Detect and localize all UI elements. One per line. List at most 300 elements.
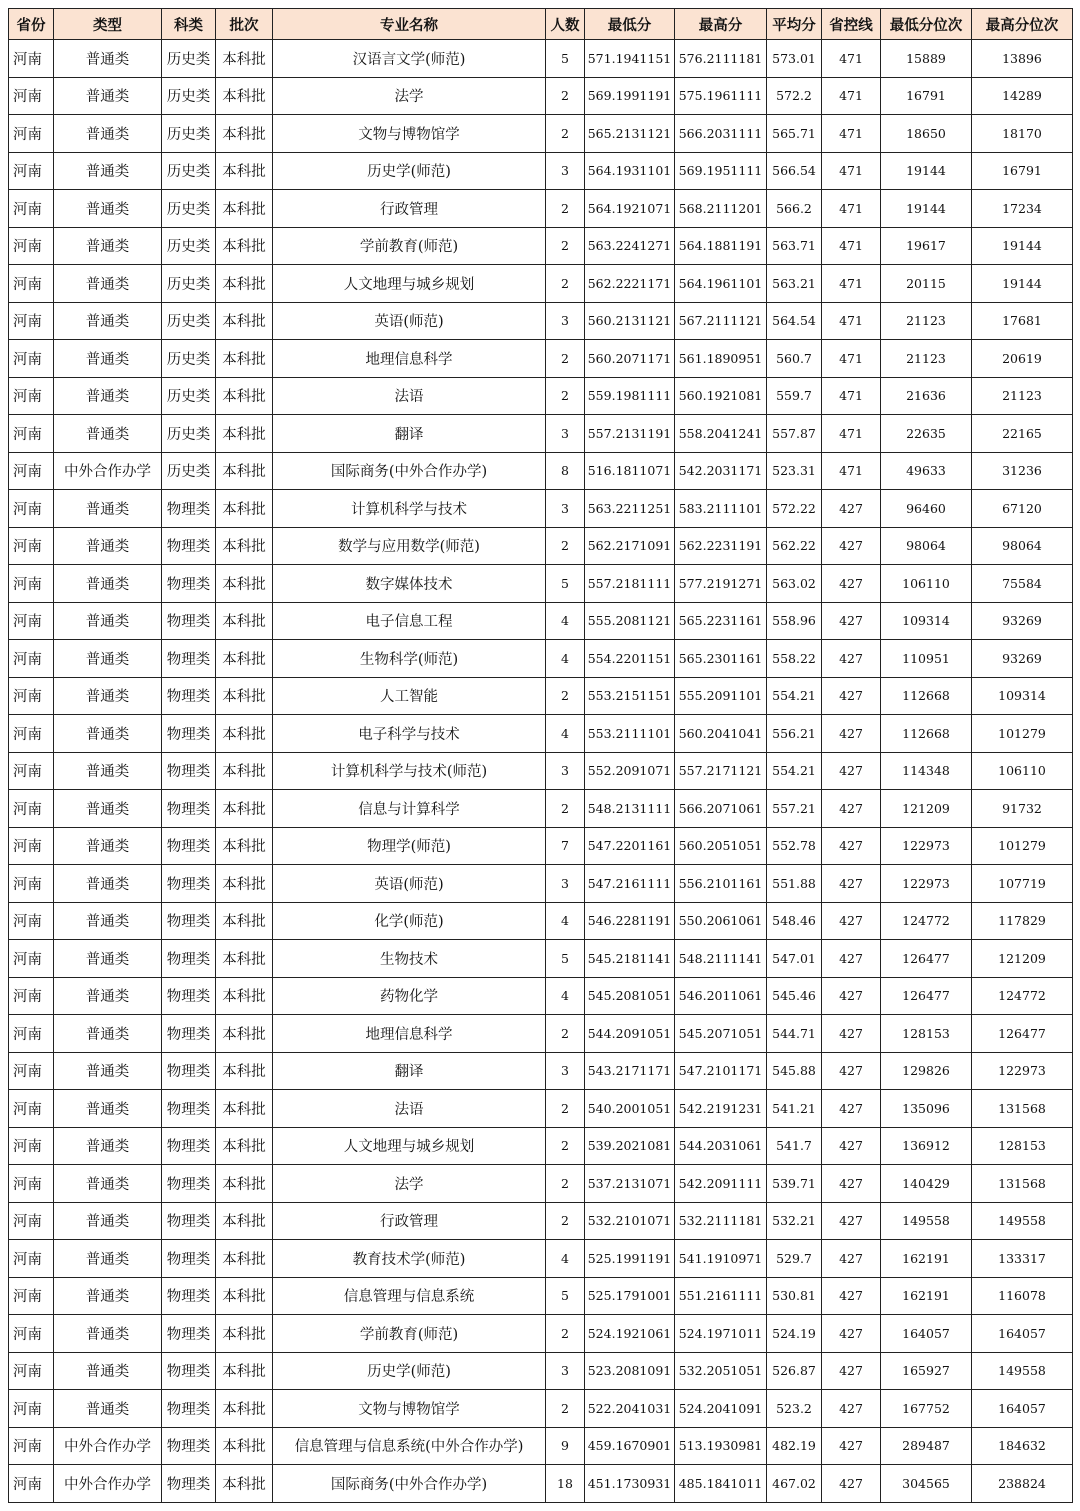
cell-batch: 本科批 bbox=[216, 1277, 273, 1315]
cell-avg-score: 532.21 bbox=[767, 1202, 822, 1240]
cell-max-score: 532.2051051 bbox=[675, 1352, 767, 1390]
cell-avg-score: 545.46 bbox=[767, 977, 822, 1015]
cell-batch: 本科批 bbox=[216, 827, 273, 865]
cell-province: 河南 bbox=[9, 940, 54, 978]
cell-max-score: 485.1841011 bbox=[675, 1465, 767, 1503]
cell-type: 普通类 bbox=[54, 302, 162, 340]
cell-min-rank: 19144 bbox=[881, 190, 972, 228]
cell-enrollment-count: 2 bbox=[546, 265, 585, 303]
cell-enrollment-count: 3 bbox=[546, 1052, 585, 1090]
table-row bbox=[9, 865, 1073, 903]
cell-max-rank: 117829 bbox=[972, 902, 1073, 940]
cell-subject-category: 历史类 bbox=[162, 265, 216, 303]
cell-major-name: 地理信息科学 bbox=[273, 340, 546, 378]
cell-max-rank: 91732 bbox=[972, 790, 1073, 828]
cell-type: 普通类 bbox=[54, 265, 162, 303]
cell-max-score: 564.1881191 bbox=[675, 227, 767, 265]
cell-province: 河南 bbox=[9, 1427, 54, 1465]
cell-max-rank: 93269 bbox=[972, 640, 1073, 678]
cell-max-rank: 149558 bbox=[972, 1202, 1073, 1240]
cell-major-name: 教育技术学(师范) bbox=[273, 1240, 546, 1278]
cell-major-name: 电子科学与技术 bbox=[273, 715, 546, 753]
cell-batch: 本科批 bbox=[216, 977, 273, 1015]
cell-min-score: 523.2081091 bbox=[585, 1352, 675, 1390]
cell-type: 普通类 bbox=[54, 1315, 162, 1353]
cell-province: 河南 bbox=[9, 1202, 54, 1240]
cell-avg-score: 554.21 bbox=[767, 677, 822, 715]
cell-subject-category: 物理类 bbox=[162, 677, 216, 715]
cell-type: 普通类 bbox=[54, 1165, 162, 1203]
cell-type: 普通类 bbox=[54, 752, 162, 790]
cell-max-score: 556.2101161 bbox=[675, 865, 767, 903]
cell-min-score: 540.2001051 bbox=[585, 1090, 675, 1128]
cell-batch: 本科批 bbox=[216, 1427, 273, 1465]
cell-major-name: 信息管理与信息系统(中外合作办学) bbox=[273, 1427, 546, 1465]
cell-control-line: 427 bbox=[822, 865, 881, 903]
table-row bbox=[9, 715, 1073, 753]
cell-enrollment-count: 5 bbox=[546, 1277, 585, 1315]
cell-province: 河南 bbox=[9, 190, 54, 228]
cell-enrollment-count: 2 bbox=[546, 1127, 585, 1165]
table-row bbox=[9, 1427, 1073, 1465]
cell-type: 普通类 bbox=[54, 1202, 162, 1240]
cell-batch: 本科批 bbox=[216, 1390, 273, 1428]
cell-control-line: 427 bbox=[822, 977, 881, 1015]
cell-min-score: 524.1921061 bbox=[585, 1315, 675, 1353]
cell-max-score: 532.2111181 bbox=[675, 1202, 767, 1240]
cell-control-line: 471 bbox=[822, 415, 881, 453]
cell-enrollment-count: 2 bbox=[546, 377, 585, 415]
cell-max-rank: 126477 bbox=[972, 1015, 1073, 1053]
cell-major-name: 行政管理 bbox=[273, 1202, 546, 1240]
cell-max-rank: 75584 bbox=[972, 565, 1073, 603]
cell-province: 河南 bbox=[9, 827, 54, 865]
cell-province: 河南 bbox=[9, 565, 54, 603]
header-avg-score: 平均分 bbox=[767, 9, 822, 40]
cell-batch: 本科批 bbox=[216, 902, 273, 940]
cell-type: 普通类 bbox=[54, 1090, 162, 1128]
cell-control-line: 471 bbox=[822, 265, 881, 303]
cell-min-score: 564.1921071 bbox=[585, 190, 675, 228]
cell-type: 普通类 bbox=[54, 1015, 162, 1053]
cell-min-score: 560.2071171 bbox=[585, 340, 675, 378]
cell-type: 普通类 bbox=[54, 1127, 162, 1165]
cell-control-line: 427 bbox=[822, 1202, 881, 1240]
cell-min-rank: 20115 bbox=[881, 265, 972, 303]
cell-province: 河南 bbox=[9, 265, 54, 303]
cell-type: 普通类 bbox=[54, 640, 162, 678]
table-row bbox=[9, 265, 1073, 303]
cell-max-score: 560.1921081 bbox=[675, 377, 767, 415]
cell-control-line: 427 bbox=[822, 1352, 881, 1390]
cell-subject-category: 物理类 bbox=[162, 490, 216, 528]
cell-min-score: 546.2281191 bbox=[585, 902, 675, 940]
table-row bbox=[9, 377, 1073, 415]
cell-type: 中外合作办学 bbox=[54, 452, 162, 490]
cell-min-rank: 16791 bbox=[881, 77, 972, 115]
cell-min-rank: 112668 bbox=[881, 715, 972, 753]
cell-min-score: 571.1941151 bbox=[585, 40, 675, 78]
cell-province: 河南 bbox=[9, 415, 54, 453]
cell-avg-score: 563.71 bbox=[767, 227, 822, 265]
cell-province: 河南 bbox=[9, 40, 54, 78]
cell-subject-category: 历史类 bbox=[162, 152, 216, 190]
cell-enrollment-count: 2 bbox=[546, 527, 585, 565]
cell-max-score: 547.2101171 bbox=[675, 1052, 767, 1090]
cell-control-line: 427 bbox=[822, 490, 881, 528]
cell-major-name: 数字媒体技术 bbox=[273, 565, 546, 603]
header-max-rank: 最高分位次 bbox=[972, 9, 1073, 40]
table-row bbox=[9, 452, 1073, 490]
cell-province: 河南 bbox=[9, 752, 54, 790]
cell-min-rank: 164057 bbox=[881, 1315, 972, 1353]
cell-batch: 本科批 bbox=[216, 1352, 273, 1390]
cell-min-rank: 109314 bbox=[881, 602, 972, 640]
cell-max-rank: 98064 bbox=[972, 527, 1073, 565]
cell-max-rank: 67120 bbox=[972, 490, 1073, 528]
cell-min-score: 557.2131191 bbox=[585, 415, 675, 453]
cell-batch: 本科批 bbox=[216, 527, 273, 565]
header-min-rank: 最低分位次 bbox=[881, 9, 972, 40]
cell-min-score: 547.2201161 bbox=[585, 827, 675, 865]
cell-enrollment-count: 4 bbox=[546, 640, 585, 678]
cell-batch: 本科批 bbox=[216, 715, 273, 753]
cell-avg-score: 563.02 bbox=[767, 565, 822, 603]
cell-max-rank: 149558 bbox=[972, 1352, 1073, 1390]
cell-subject-category: 物理类 bbox=[162, 827, 216, 865]
cell-control-line: 427 bbox=[822, 715, 881, 753]
cell-type: 普通类 bbox=[54, 1052, 162, 1090]
cell-control-line: 427 bbox=[822, 1127, 881, 1165]
table-row bbox=[9, 790, 1073, 828]
cell-enrollment-count: 2 bbox=[546, 1015, 585, 1053]
cell-max-score: 513.1930981 bbox=[675, 1427, 767, 1465]
table-row bbox=[9, 902, 1073, 940]
cell-type: 普通类 bbox=[54, 565, 162, 603]
cell-max-rank: 122973 bbox=[972, 1052, 1073, 1090]
cell-batch: 本科批 bbox=[216, 452, 273, 490]
cell-enrollment-count: 3 bbox=[546, 865, 585, 903]
cell-enrollment-count: 5 bbox=[546, 565, 585, 603]
cell-min-rank: 114348 bbox=[881, 752, 972, 790]
cell-control-line: 427 bbox=[822, 1165, 881, 1203]
cell-min-rank: 112668 bbox=[881, 677, 972, 715]
cell-max-score: 566.2031111 bbox=[675, 115, 767, 153]
header-major-name: 专业名称 bbox=[273, 9, 546, 40]
cell-type: 普通类 bbox=[54, 1240, 162, 1278]
cell-subject-category: 历史类 bbox=[162, 190, 216, 228]
cell-max-score: 541.1910971 bbox=[675, 1240, 767, 1278]
cell-min-rank: 136912 bbox=[881, 1127, 972, 1165]
cell-subject-category: 物理类 bbox=[162, 602, 216, 640]
cell-min-score: 522.2041031 bbox=[585, 1390, 675, 1428]
header-row bbox=[9, 9, 1073, 40]
header-province: 省份 bbox=[9, 9, 54, 40]
cell-subject-category: 物理类 bbox=[162, 902, 216, 940]
cell-avg-score: 541.7 bbox=[767, 1127, 822, 1165]
cell-subject-category: 物理类 bbox=[162, 1352, 216, 1390]
cell-province: 河南 bbox=[9, 1390, 54, 1428]
cell-avg-score: 564.54 bbox=[767, 302, 822, 340]
cell-avg-score: 482.19 bbox=[767, 1427, 822, 1465]
cell-batch: 本科批 bbox=[216, 190, 273, 228]
cell-min-score: 539.2021081 bbox=[585, 1127, 675, 1165]
table-row bbox=[9, 940, 1073, 978]
header-type: 类型 bbox=[54, 9, 162, 40]
cell-type: 普通类 bbox=[54, 940, 162, 978]
cell-max-score: 551.2161111 bbox=[675, 1277, 767, 1315]
table-row bbox=[9, 677, 1073, 715]
cell-max-score: 564.1961101 bbox=[675, 265, 767, 303]
table-row bbox=[9, 1315, 1073, 1353]
cell-batch: 本科批 bbox=[216, 77, 273, 115]
cell-control-line: 427 bbox=[822, 902, 881, 940]
table-row bbox=[9, 190, 1073, 228]
cell-province: 河南 bbox=[9, 77, 54, 115]
cell-province: 河南 bbox=[9, 677, 54, 715]
cell-max-score: 569.1951111 bbox=[675, 152, 767, 190]
cell-min-rank: 121209 bbox=[881, 790, 972, 828]
cell-control-line: 471 bbox=[822, 115, 881, 153]
cell-major-name: 计算机科学与技术 bbox=[273, 490, 546, 528]
cell-enrollment-count: 18 bbox=[546, 1465, 585, 1503]
cell-enrollment-count: 5 bbox=[546, 940, 585, 978]
cell-major-name: 翻译 bbox=[273, 415, 546, 453]
cell-max-score: 544.2031061 bbox=[675, 1127, 767, 1165]
cell-min-rank: 19617 bbox=[881, 227, 972, 265]
cell-subject-category: 历史类 bbox=[162, 340, 216, 378]
cell-enrollment-count: 2 bbox=[546, 790, 585, 828]
cell-province: 河南 bbox=[9, 227, 54, 265]
header-enrollment-count: 人数 bbox=[546, 9, 585, 40]
cell-max-rank: 19144 bbox=[972, 265, 1073, 303]
cell-major-name: 信息管理与信息系统 bbox=[273, 1277, 546, 1315]
cell-enrollment-count: 3 bbox=[546, 415, 585, 453]
cell-province: 河南 bbox=[9, 1315, 54, 1353]
cell-major-name: 历史学(师范) bbox=[273, 1352, 546, 1390]
cell-batch: 本科批 bbox=[216, 152, 273, 190]
cell-type: 中外合作办学 bbox=[54, 1427, 162, 1465]
cell-type: 普通类 bbox=[54, 377, 162, 415]
cell-max-score: 575.1961111 bbox=[675, 77, 767, 115]
table-row bbox=[9, 1015, 1073, 1053]
cell-enrollment-count: 2 bbox=[546, 1390, 585, 1428]
cell-min-rank: 289487 bbox=[881, 1427, 972, 1465]
cell-min-score: 532.2101071 bbox=[585, 1202, 675, 1240]
cell-batch: 本科批 bbox=[216, 40, 273, 78]
cell-max-rank: 31236 bbox=[972, 452, 1073, 490]
cell-avg-score: 539.71 bbox=[767, 1165, 822, 1203]
cell-avg-score: 557.87 bbox=[767, 415, 822, 453]
cell-province: 河南 bbox=[9, 152, 54, 190]
table-row bbox=[9, 752, 1073, 790]
cell-province: 河南 bbox=[9, 715, 54, 753]
cell-batch: 本科批 bbox=[216, 340, 273, 378]
cell-subject-category: 物理类 bbox=[162, 640, 216, 678]
table-row bbox=[9, 827, 1073, 865]
cell-control-line: 427 bbox=[822, 565, 881, 603]
cell-min-score: 547.2161111 bbox=[585, 865, 675, 903]
cell-batch: 本科批 bbox=[216, 940, 273, 978]
cell-control-line: 427 bbox=[822, 1052, 881, 1090]
cell-control-line: 427 bbox=[822, 752, 881, 790]
cell-subject-category: 物理类 bbox=[162, 1202, 216, 1240]
table-row bbox=[9, 115, 1073, 153]
cell-control-line: 471 bbox=[822, 77, 881, 115]
cell-min-score: 552.2091071 bbox=[585, 752, 675, 790]
cell-batch: 本科批 bbox=[216, 602, 273, 640]
cell-max-rank: 18170 bbox=[972, 115, 1073, 153]
cell-max-rank: 22165 bbox=[972, 415, 1073, 453]
cell-major-name: 人文地理与城乡规划 bbox=[273, 265, 546, 303]
cell-type: 普通类 bbox=[54, 827, 162, 865]
cell-major-name: 法学 bbox=[273, 77, 546, 115]
cell-major-name: 翻译 bbox=[273, 1052, 546, 1090]
cell-max-score: 542.2031171 bbox=[675, 452, 767, 490]
cell-type: 普通类 bbox=[54, 40, 162, 78]
table-row bbox=[9, 527, 1073, 565]
cell-control-line: 471 bbox=[822, 40, 881, 78]
cell-control-line: 471 bbox=[822, 152, 881, 190]
cell-max-rank: 184632 bbox=[972, 1427, 1073, 1465]
cell-min-score: 562.2221171 bbox=[585, 265, 675, 303]
cell-subject-category: 物理类 bbox=[162, 865, 216, 903]
cell-min-rank: 149558 bbox=[881, 1202, 972, 1240]
cell-batch: 本科批 bbox=[216, 640, 273, 678]
cell-min-score: 554.2201151 bbox=[585, 640, 675, 678]
cell-province: 河南 bbox=[9, 527, 54, 565]
cell-min-rank: 106110 bbox=[881, 565, 972, 603]
cell-control-line: 427 bbox=[822, 1427, 881, 1465]
cell-province: 河南 bbox=[9, 1277, 54, 1315]
cell-max-score: 557.2171121 bbox=[675, 752, 767, 790]
cell-max-rank: 133317 bbox=[972, 1240, 1073, 1278]
cell-province: 河南 bbox=[9, 1090, 54, 1128]
cell-enrollment-count: 3 bbox=[546, 490, 585, 528]
cell-province: 河南 bbox=[9, 1165, 54, 1203]
cell-subject-category: 物理类 bbox=[162, 1390, 216, 1428]
cell-control-line: 471 bbox=[822, 302, 881, 340]
cell-batch: 本科批 bbox=[216, 115, 273, 153]
cell-min-rank: 124772 bbox=[881, 902, 972, 940]
cell-batch: 本科批 bbox=[216, 752, 273, 790]
cell-avg-score: 562.22 bbox=[767, 527, 822, 565]
cell-min-score: 548.2131111 bbox=[585, 790, 675, 828]
cell-min-score: 555.2081121 bbox=[585, 602, 675, 640]
cell-type: 普通类 bbox=[54, 602, 162, 640]
table-row bbox=[9, 1127, 1073, 1165]
cell-province: 河南 bbox=[9, 865, 54, 903]
table-row bbox=[9, 302, 1073, 340]
cell-max-rank: 13896 bbox=[972, 40, 1073, 78]
cell-min-rank: 19144 bbox=[881, 152, 972, 190]
cell-avg-score: 524.19 bbox=[767, 1315, 822, 1353]
cell-enrollment-count: 2 bbox=[546, 1202, 585, 1240]
cell-major-name: 学前教育(师范) bbox=[273, 227, 546, 265]
cell-avg-score: 556.21 bbox=[767, 715, 822, 753]
cell-province: 河南 bbox=[9, 1465, 54, 1503]
cell-max-rank: 124772 bbox=[972, 977, 1073, 1015]
cell-min-score: 560.2131121 bbox=[585, 302, 675, 340]
cell-max-score: 566.2071061 bbox=[675, 790, 767, 828]
cell-max-rank: 106110 bbox=[972, 752, 1073, 790]
cell-max-score: 576.2111181 bbox=[675, 40, 767, 78]
table-body bbox=[9, 40, 1073, 1503]
cell-subject-category: 物理类 bbox=[162, 1127, 216, 1165]
table-row bbox=[9, 640, 1073, 678]
cell-max-rank: 19144 bbox=[972, 227, 1073, 265]
cell-major-name: 英语(师范) bbox=[273, 865, 546, 903]
cell-enrollment-count: 3 bbox=[546, 152, 585, 190]
cell-major-name: 国际商务(中外合作办学) bbox=[273, 452, 546, 490]
cell-type: 普通类 bbox=[54, 977, 162, 1015]
cell-province: 河南 bbox=[9, 115, 54, 153]
cell-max-score: 561.1890951 bbox=[675, 340, 767, 378]
cell-type: 普通类 bbox=[54, 865, 162, 903]
cell-major-name: 文物与博物馆学 bbox=[273, 1390, 546, 1428]
cell-max-score: 577.2191271 bbox=[675, 565, 767, 603]
cell-max-rank: 128153 bbox=[972, 1127, 1073, 1165]
cell-major-name: 行政管理 bbox=[273, 190, 546, 228]
cell-subject-category: 物理类 bbox=[162, 565, 216, 603]
cell-enrollment-count: 3 bbox=[546, 302, 585, 340]
cell-major-name: 国际商务(中外合作办学) bbox=[273, 1465, 546, 1503]
cell-avg-score: 554.21 bbox=[767, 752, 822, 790]
table-row bbox=[9, 77, 1073, 115]
header-batch: 批次 bbox=[216, 9, 273, 40]
cell-min-score: 565.2131121 bbox=[585, 115, 675, 153]
cell-batch: 本科批 bbox=[216, 1240, 273, 1278]
cell-batch: 本科批 bbox=[216, 865, 273, 903]
cell-max-rank: 21123 bbox=[972, 377, 1073, 415]
cell-enrollment-count: 2 bbox=[546, 227, 585, 265]
table-row bbox=[9, 1352, 1073, 1390]
table-row bbox=[9, 40, 1073, 78]
cell-subject-category: 历史类 bbox=[162, 302, 216, 340]
cell-type: 普通类 bbox=[54, 527, 162, 565]
cell-type: 中外合作办学 bbox=[54, 1465, 162, 1503]
cell-min-rank: 129826 bbox=[881, 1052, 972, 1090]
cell-type: 普通类 bbox=[54, 677, 162, 715]
cell-batch: 本科批 bbox=[216, 677, 273, 715]
cell-avg-score: 558.96 bbox=[767, 602, 822, 640]
cell-subject-category: 物理类 bbox=[162, 1465, 216, 1503]
table-row bbox=[9, 490, 1073, 528]
cell-major-name: 地理信息科学 bbox=[273, 1015, 546, 1053]
table-row bbox=[9, 565, 1073, 603]
cell-major-name: 人文地理与城乡规划 bbox=[273, 1127, 546, 1165]
cell-min-rank: 126477 bbox=[881, 977, 972, 1015]
cell-subject-category: 物理类 bbox=[162, 1277, 216, 1315]
cell-subject-category: 历史类 bbox=[162, 377, 216, 415]
cell-max-rank: 14289 bbox=[972, 77, 1073, 115]
cell-control-line: 427 bbox=[822, 1015, 881, 1053]
cell-min-rank: 18650 bbox=[881, 115, 972, 153]
cell-max-score: 565.2231161 bbox=[675, 602, 767, 640]
cell-avg-score: 530.81 bbox=[767, 1277, 822, 1315]
cell-enrollment-count: 4 bbox=[546, 902, 585, 940]
cell-province: 河南 bbox=[9, 490, 54, 528]
cell-max-score: 562.2231191 bbox=[675, 527, 767, 565]
cell-max-score: 583.2111101 bbox=[675, 490, 767, 528]
cell-min-rank: 49633 bbox=[881, 452, 972, 490]
cell-min-score: 559.1981111 bbox=[585, 377, 675, 415]
cell-avg-score: 566.2 bbox=[767, 190, 822, 228]
cell-major-name: 人工智能 bbox=[273, 677, 546, 715]
cell-control-line: 427 bbox=[822, 677, 881, 715]
cell-avg-score: 560.7 bbox=[767, 340, 822, 378]
cell-batch: 本科批 bbox=[216, 1015, 273, 1053]
